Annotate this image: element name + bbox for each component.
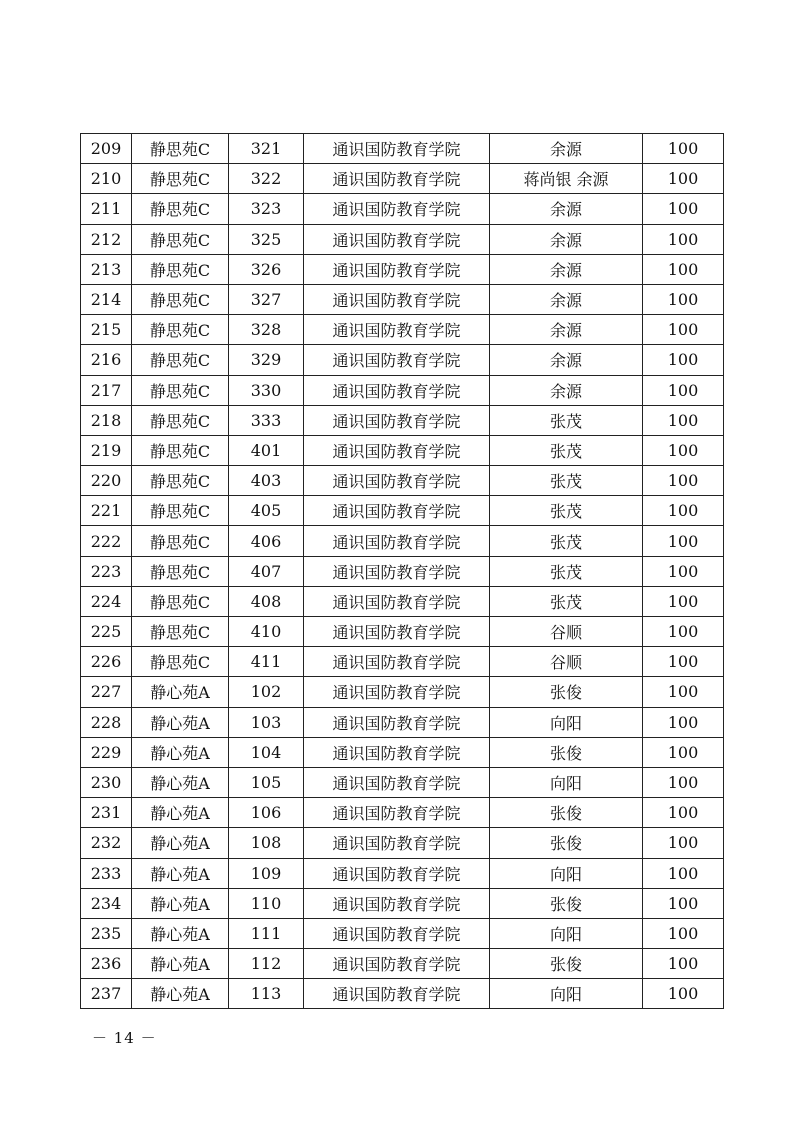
row-number-cell: 220 xyxy=(81,466,132,496)
room-number-cell: 403 xyxy=(229,466,304,496)
room-number-cell: 106 xyxy=(229,798,304,828)
score-cell: 100 xyxy=(643,737,724,767)
row-number-cell: 228 xyxy=(81,707,132,737)
building-cell: 静心苑A xyxy=(132,949,229,979)
college-cell: 通识国防教育学院 xyxy=(304,526,490,556)
table-row xyxy=(81,405,724,435)
inspector-name-cell: 余源 xyxy=(490,254,643,284)
table-row xyxy=(81,677,724,707)
room-number-cell: 327 xyxy=(229,284,304,314)
college-cell: 通识国防教育学院 xyxy=(304,586,490,616)
college-cell: 通识国防教育学院 xyxy=(304,466,490,496)
score-cell: 100 xyxy=(643,828,724,858)
college-cell: 通识国防教育学院 xyxy=(304,918,490,948)
building-cell: 静思苑C xyxy=(132,556,229,586)
inspector-name-cell: 张俊 xyxy=(490,677,643,707)
building-cell: 静心苑A xyxy=(132,707,229,737)
building-cell: 静心苑A xyxy=(132,888,229,918)
inspector-name-cell: 余源 xyxy=(490,134,643,164)
building-cell: 静心苑A xyxy=(132,979,229,1009)
college-cell: 通识国防教育学院 xyxy=(304,767,490,797)
table-row xyxy=(81,918,724,948)
room-number-cell: 321 xyxy=(229,134,304,164)
score-cell: 100 xyxy=(643,617,724,647)
inspector-name-cell: 余源 xyxy=(490,345,643,375)
table-row xyxy=(81,737,724,767)
row-number-cell: 217 xyxy=(81,375,132,405)
room-number-cell: 105 xyxy=(229,767,304,797)
room-number-cell: 329 xyxy=(229,345,304,375)
table-row xyxy=(81,586,724,616)
table-row xyxy=(81,647,724,677)
row-number-cell: 211 xyxy=(81,194,132,224)
score-cell: 100 xyxy=(643,345,724,375)
building-cell: 静心苑A xyxy=(132,828,229,858)
row-number-cell: 213 xyxy=(81,254,132,284)
inspector-name-cell: 张茂 xyxy=(490,466,643,496)
row-number-cell: 210 xyxy=(81,164,132,194)
table-row xyxy=(81,315,724,345)
inspector-name-cell: 向阳 xyxy=(490,918,643,948)
building-cell: 静思苑C xyxy=(132,164,229,194)
building-cell: 静思苑C xyxy=(132,315,229,345)
row-number-cell: 214 xyxy=(81,284,132,314)
building-cell: 静思苑C xyxy=(132,375,229,405)
building-cell: 静思苑C xyxy=(132,647,229,677)
table-row xyxy=(81,284,724,314)
inspector-name-cell: 张茂 xyxy=(490,526,643,556)
college-cell: 通识国防教育学院 xyxy=(304,798,490,828)
college-cell: 通识国防教育学院 xyxy=(304,284,490,314)
score-cell: 100 xyxy=(643,556,724,586)
room-number-cell: 111 xyxy=(229,918,304,948)
room-number-cell: 328 xyxy=(229,315,304,345)
table-row xyxy=(81,767,724,797)
table-body xyxy=(81,134,724,1009)
college-cell: 通识国防教育学院 xyxy=(304,134,490,164)
score-cell: 100 xyxy=(643,979,724,1009)
inspector-name-cell: 张俊 xyxy=(490,949,643,979)
building-cell: 静心苑A xyxy=(132,798,229,828)
room-number-cell: 407 xyxy=(229,556,304,586)
college-cell: 通识国防教育学院 xyxy=(304,254,490,284)
inspector-name-cell: 余源 xyxy=(490,284,643,314)
inspector-name-cell: 张茂 xyxy=(490,435,643,465)
college-cell: 通识国防教育学院 xyxy=(304,737,490,767)
inspector-name-cell: 余源 xyxy=(490,375,643,405)
row-number-cell: 236 xyxy=(81,949,132,979)
inspector-name-cell: 余源 xyxy=(490,315,643,345)
building-cell: 静心苑A xyxy=(132,737,229,767)
college-cell: 通识国防教育学院 xyxy=(304,435,490,465)
inspector-name-cell: 张茂 xyxy=(490,405,643,435)
college-cell: 通识国防教育学院 xyxy=(304,828,490,858)
table-row xyxy=(81,466,724,496)
score-cell: 100 xyxy=(643,134,724,164)
score-cell: 100 xyxy=(643,767,724,797)
inspector-name-cell: 余源 xyxy=(490,224,643,254)
room-number-cell: 410 xyxy=(229,617,304,647)
building-cell: 静思苑C xyxy=(132,134,229,164)
row-number-cell: 215 xyxy=(81,315,132,345)
room-number-cell: 405 xyxy=(229,496,304,526)
row-number-cell: 223 xyxy=(81,556,132,586)
table-row xyxy=(81,798,724,828)
inspector-name-cell: 谷顺 xyxy=(490,647,643,677)
table-row xyxy=(81,979,724,1009)
building-cell: 静思苑C xyxy=(132,496,229,526)
inspector-name-cell: 余源 xyxy=(490,194,643,224)
inspector-name-cell: 谷顺 xyxy=(490,617,643,647)
score-cell: 100 xyxy=(643,707,724,737)
room-number-cell: 401 xyxy=(229,435,304,465)
score-cell: 100 xyxy=(643,164,724,194)
row-number-cell: 229 xyxy=(81,737,132,767)
inspector-name-cell: 向阳 xyxy=(490,979,643,1009)
college-cell: 通识国防教育学院 xyxy=(304,858,490,888)
college-cell: 通识国防教育学院 xyxy=(304,617,490,647)
page-number: － 14 － xyxy=(92,1029,157,1047)
building-cell: 静思苑C xyxy=(132,224,229,254)
inspector-name-cell: 张茂 xyxy=(490,556,643,586)
room-number-cell: 333 xyxy=(229,405,304,435)
table-row xyxy=(81,888,724,918)
row-number-cell: 219 xyxy=(81,435,132,465)
room-number-cell: 113 xyxy=(229,979,304,1009)
row-number-cell: 235 xyxy=(81,918,132,948)
room-number-cell: 411 xyxy=(229,647,304,677)
room-number-cell: 110 xyxy=(229,888,304,918)
room-number-cell: 326 xyxy=(229,254,304,284)
room-number-cell: 104 xyxy=(229,737,304,767)
college-cell: 通识国防教育学院 xyxy=(304,677,490,707)
inspector-name-cell: 向阳 xyxy=(490,707,643,737)
building-cell: 静思苑C xyxy=(132,194,229,224)
college-cell: 通识国防教育学院 xyxy=(304,888,490,918)
row-number-cell: 237 xyxy=(81,979,132,1009)
table-row xyxy=(81,254,724,284)
college-cell: 通识国防教育学院 xyxy=(304,164,490,194)
score-cell: 100 xyxy=(643,375,724,405)
row-number-cell: 232 xyxy=(81,828,132,858)
score-cell: 100 xyxy=(643,194,724,224)
room-number-cell: 330 xyxy=(229,375,304,405)
row-number-cell: 230 xyxy=(81,767,132,797)
row-number-cell: 216 xyxy=(81,345,132,375)
table-row xyxy=(81,526,724,556)
table-row xyxy=(81,164,724,194)
score-cell: 100 xyxy=(643,435,724,465)
room-number-cell: 109 xyxy=(229,858,304,888)
score-cell: 100 xyxy=(643,647,724,677)
building-cell: 静思苑C xyxy=(132,617,229,647)
building-cell: 静心苑A xyxy=(132,767,229,797)
row-number-cell: 233 xyxy=(81,858,132,888)
college-cell: 通识国防教育学院 xyxy=(304,647,490,677)
table-row xyxy=(81,949,724,979)
inspector-name-cell: 张茂 xyxy=(490,586,643,616)
table-row xyxy=(81,617,724,647)
college-cell: 通识国防教育学院 xyxy=(304,345,490,375)
college-cell: 通识国防教育学院 xyxy=(304,405,490,435)
row-number-cell: 209 xyxy=(81,134,132,164)
row-number-cell: 224 xyxy=(81,586,132,616)
row-number-cell: 222 xyxy=(81,526,132,556)
row-number-cell: 225 xyxy=(81,617,132,647)
room-number-cell: 325 xyxy=(229,224,304,254)
inspector-name-cell: 张俊 xyxy=(490,888,643,918)
table-row xyxy=(81,556,724,586)
table-row xyxy=(81,224,724,254)
score-cell: 100 xyxy=(643,858,724,888)
room-number-cell: 108 xyxy=(229,828,304,858)
row-number-cell: 231 xyxy=(81,798,132,828)
room-number-cell: 112 xyxy=(229,949,304,979)
room-number-cell: 406 xyxy=(229,526,304,556)
table-row xyxy=(81,375,724,405)
room-number-cell: 323 xyxy=(229,194,304,224)
room-number-cell: 103 xyxy=(229,707,304,737)
building-cell: 静心苑A xyxy=(132,918,229,948)
room-number-cell: 322 xyxy=(229,164,304,194)
score-cell: 100 xyxy=(643,798,724,828)
building-cell: 静思苑C xyxy=(132,345,229,375)
score-cell: 100 xyxy=(643,405,724,435)
row-number-cell: 227 xyxy=(81,677,132,707)
score-cell: 100 xyxy=(643,526,724,556)
score-cell: 100 xyxy=(643,496,724,526)
building-cell: 静思苑C xyxy=(132,284,229,314)
row-number-cell: 234 xyxy=(81,888,132,918)
table-row xyxy=(81,194,724,224)
college-cell: 通识国防教育学院 xyxy=(304,224,490,254)
college-cell: 通识国防教育学院 xyxy=(304,375,490,405)
table-row xyxy=(81,707,724,737)
inspector-name-cell: 张俊 xyxy=(490,737,643,767)
table-row xyxy=(81,828,724,858)
score-cell: 100 xyxy=(643,315,724,345)
table-row xyxy=(81,435,724,465)
college-cell: 通识国防教育学院 xyxy=(304,496,490,526)
score-cell: 100 xyxy=(643,949,724,979)
room-number-cell: 102 xyxy=(229,677,304,707)
college-cell: 通识国防教育学院 xyxy=(304,979,490,1009)
row-number-cell: 218 xyxy=(81,405,132,435)
table-row xyxy=(81,496,724,526)
building-cell: 静思苑C xyxy=(132,435,229,465)
table-row xyxy=(81,134,724,164)
score-cell: 100 xyxy=(643,284,724,314)
college-cell: 通识国防教育学院 xyxy=(304,556,490,586)
score-cell: 100 xyxy=(643,466,724,496)
building-cell: 静思苑C xyxy=(132,466,229,496)
table-row xyxy=(81,345,724,375)
building-cell: 静心苑A xyxy=(132,858,229,888)
inspector-name-cell: 向阳 xyxy=(490,767,643,797)
row-number-cell: 226 xyxy=(81,647,132,677)
score-cell: 100 xyxy=(643,254,724,284)
score-cell: 100 xyxy=(643,224,724,254)
college-cell: 通识国防教育学院 xyxy=(304,315,490,345)
college-cell: 通识国防教育学院 xyxy=(304,707,490,737)
row-number-cell: 221 xyxy=(81,496,132,526)
inspection-table xyxy=(80,133,724,1009)
room-number-cell: 408 xyxy=(229,586,304,616)
score-cell: 100 xyxy=(643,888,724,918)
row-number-cell: 212 xyxy=(81,224,132,254)
inspector-name-cell: 张俊 xyxy=(490,828,643,858)
building-cell: 静思苑C xyxy=(132,586,229,616)
inspector-name-cell: 蒋尚银 余源 xyxy=(490,164,643,194)
building-cell: 静思苑C xyxy=(132,254,229,284)
score-cell: 100 xyxy=(643,677,724,707)
score-cell: 100 xyxy=(643,586,724,616)
inspector-name-cell: 张茂 xyxy=(490,496,643,526)
inspector-name-cell: 向阳 xyxy=(490,858,643,888)
score-cell: 100 xyxy=(643,918,724,948)
building-cell: 静思苑C xyxy=(132,526,229,556)
table-row xyxy=(81,858,724,888)
college-cell: 通识国防教育学院 xyxy=(304,194,490,224)
inspector-name-cell: 张俊 xyxy=(490,798,643,828)
college-cell: 通识国防教育学院 xyxy=(304,949,490,979)
building-cell: 静思苑C xyxy=(132,405,229,435)
building-cell: 静心苑A xyxy=(132,677,229,707)
